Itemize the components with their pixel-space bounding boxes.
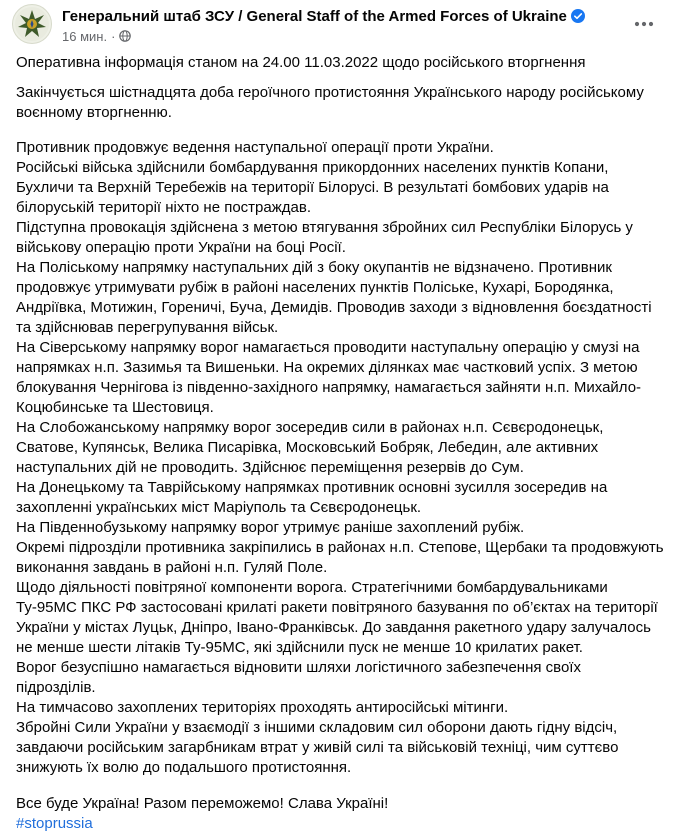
post-paragraph: Щодо діяльності повітряної компоненти ворога. Стратегічними бомбардувальниками Ту-95МС ПКС РФ застосовані крилаті ракети повітряного базування по об’єктах на території України у містах Луцьк, Дніпро, Івано-Франківськ. До завдання ракетного удару залучалось не менше шести літаків Ту-95МС, які здійснили пуск не менше 10 крилатих ракет. — [16, 579, 658, 656]
header-text — [62, 6, 585, 45]
verified-badge-icon — [571, 9, 585, 23]
post-paragraph: Підступна провокація здійснена з метою втягування збройних сил Республіки Білорусь у військову операцію проти України на боці Росії. — [16, 219, 633, 256]
post-paragraph: На Сіверському напрямку ворог намагається проводити наступальну операцію у смузі на напрямках н.п. Зазимья та Вишеньки. На окремих ділянках має частковий успіх. З метою блокування Чернігова із південно-західного напрямку, намагається зайняти н.п. Михайло-Коцюбинське та Шестовиця. — [16, 339, 642, 416]
post-subtitle: Закінчується шістнадцята доба героїчного протистояння Українського народу російському воєнному вторгненню. — [16, 84, 644, 121]
post-paragraph: Противник продовжує ведення наступальної операції проти України. — [16, 139, 494, 156]
post-header — [12, 4, 666, 48]
author-line — [62, 6, 585, 26]
post-paragraph: Ворог безуспішно намагається відновити шляхи логістичного забезпечення своїх підрозділів. — [16, 659, 581, 696]
avatar[interactable] — [12, 4, 52, 44]
globe-icon[interactable] — [119, 30, 131, 42]
post-paragraph: На тимчасово захоплених територіях проходять антиросійські мітинги. — [16, 699, 509, 716]
separator-dot: · — [111, 28, 116, 44]
post-paragraph: Російські війська здійснили бомбардування прикордонних населених пунктів Копани, Бухличи та Верхній Теребежів на території Білорусі. В результаті бомбових ударів на білоруській території ніхто не постраждав. — [16, 159, 609, 216]
post-meta — [62, 27, 585, 45]
post-paragraph: Окремі підрозділи противника закріпились в районах н.п. Степове, Щербаки та продовжують виконання завдань в районі н.п. Гуляй Поле. — [16, 539, 664, 576]
post-paragraph: На Донецькому та Таврійському напрямках противник основні зусилля зосередив на захопленні українських міст Маріуполь та Сєвєродонецьк. — [16, 479, 608, 516]
post-closing: Все буде Україна! Разом переможемо! Слава Україні! — [16, 795, 389, 812]
general-staff-emblem-icon — [13, 5, 51, 43]
post-paragraph: На Південнобузькому напрямку ворог утримує раніше захоплений рубіж. — [16, 519, 525, 536]
post-paragraph: На Слобожанському напрямку ворог зосередив сили в районах н.п. Сєвєродонецьк, Сватове, Купянськ, Велика Писарівка, Московський Бобряк, Лебедин, але активних наступальних дій не проводить. Здійснює переміщення резервів до Сум. — [16, 419, 604, 476]
post-paragraph: На Поліському напрямку наступальних дій з боку окупантів не відзначено. Противник продовжує утримувати рубіж в районі населених пунктів Поліське, Кухарі, Бородянка, Андріївка, Мотижин, Гореничі, Буча, Демидів. Проводив заходи з відновлення боєздатності та здійснював перегрупування військ. — [16, 259, 652, 336]
post-body — [16, 53, 664, 834]
post-timestamp[interactable]: 16 мин. — [62, 28, 108, 44]
post-title: Оперативна інформація станом на 24.00 11.03.2022 щодо російського вторгнення — [16, 54, 586, 71]
hashtag-link[interactable]: #stoprussia — [16, 815, 93, 832]
more-options-icon[interactable] — [626, 6, 662, 42]
author-name[interactable]: Генеральний штаб ЗСУ / General Staff of the Armed Forces of Ukraine — [62, 7, 567, 25]
post-paragraph: Збройні Сили України у взаємодії з іншими складовим сил оборони дають гідну відсіч, завдаючи російським загарбникам втрат у живій силі та військовій техніці, чим суттєво знижують їх волю до подальшого протистояння. — [16, 719, 619, 776]
